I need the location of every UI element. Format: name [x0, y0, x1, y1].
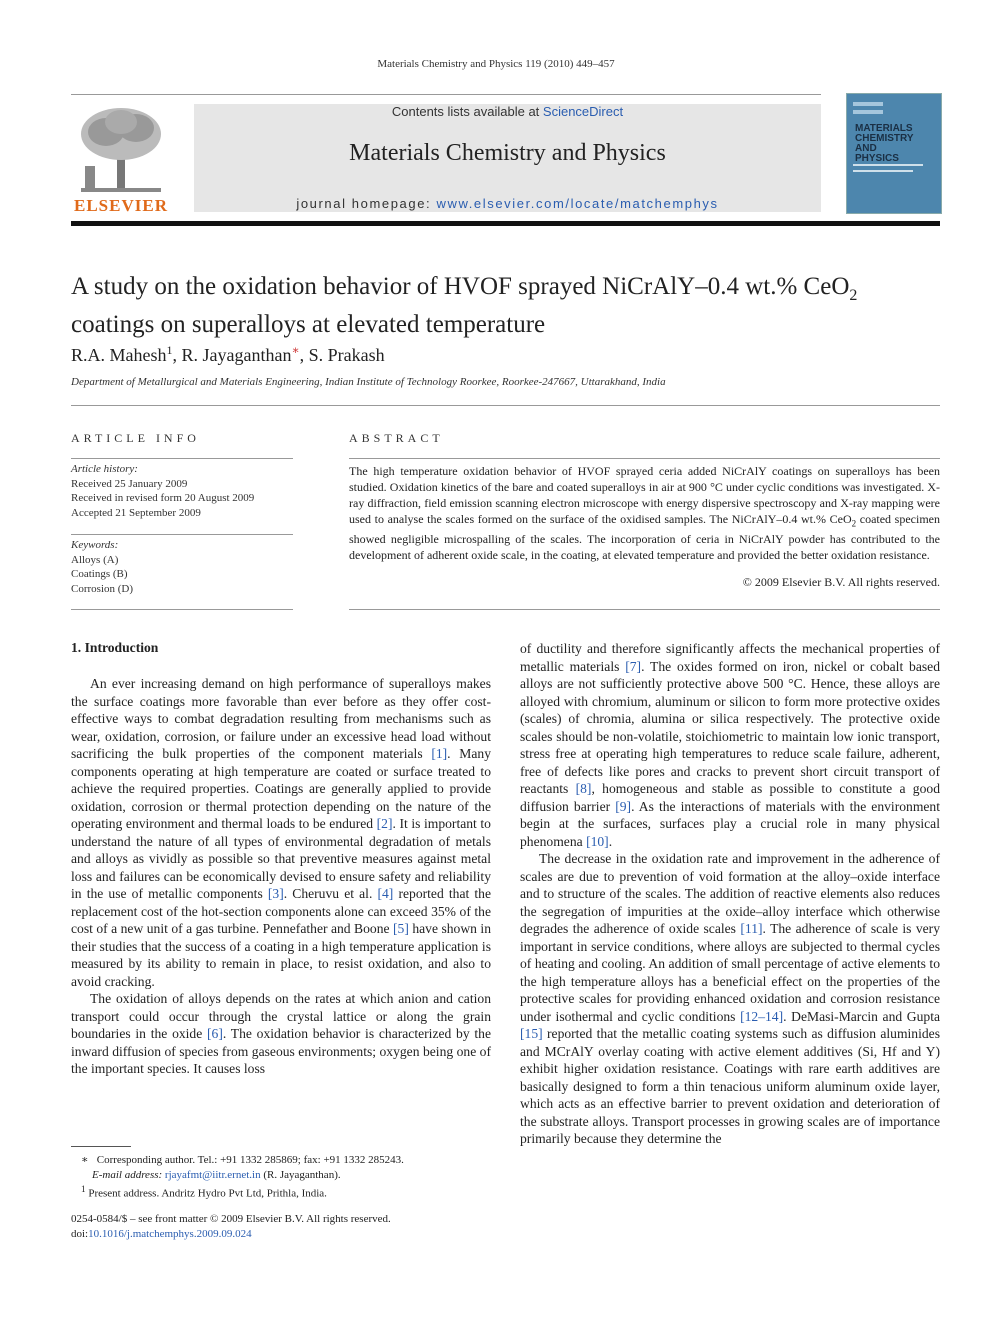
title-line-1: A study on the oxidation behavior of HVOF sprayed NiCrAlY–0.4 wt.% CeO: [71, 273, 850, 300]
section-rule: [71, 405, 940, 406]
keywords: [71, 538, 293, 596]
footnotes: [71, 1153, 491, 1201]
cover-stripe: [853, 110, 883, 114]
footnote-rule: [71, 1146, 131, 1147]
journal-title: Materials Chemistry and Physics: [349, 140, 666, 166]
email-link[interactable]: rjayafmt@iitr.ernet.in: [164, 1168, 261, 1181]
article-title: [71, 272, 941, 339]
reference-link[interactable]: [4]: [377, 886, 394, 901]
reference-link[interactable]: [6]: [207, 1026, 223, 1041]
abstract-text: [349, 463, 940, 563]
received-date: Received 25 January 2009: [71, 477, 188, 490]
reference-link[interactable]: [10]: [586, 833, 609, 849]
homepage-label: journal homepage:: [296, 196, 437, 211]
cover-title-line: MATERIALS: [855, 123, 913, 134]
info-rule: [71, 534, 293, 535]
keyword-item: Corrosion (D): [71, 582, 134, 595]
reference-link[interactable]: [2]: [376, 816, 393, 831]
cover-stripe: [853, 164, 923, 166]
reference-link[interactable]: [11]: [740, 921, 763, 936]
body-column-right: [520, 640, 940, 1148]
homepage-link[interactable]: www.elsevier.com/locate/matchemphys: [436, 196, 719, 211]
footnote-corresponding: [71, 1153, 491, 1168]
footnote-email: [71, 1168, 491, 1183]
abstract-copyright: © 2009 Elsevier B.V. All rights reserved.: [742, 575, 940, 589]
email-suffix: (R. Jayaganthan).: [260, 1168, 341, 1181]
paragraph: An ever increasing demand on high performance of superalloys makes the surface coatings more favorable than ever before as they offer cost-effective ways to combat degradation resulting from mechanisms such as wear, oxidation, corrosion, or failure under an excessive head load without sacrificing the bulk properties of the component materials [1]. Many components operating at high temperature are coated or surface treated to achieve the required properties. Coatings are generally applied to provide oxidation, corrosion or thermal protection depending on the nature of the operating environment and thermal loads to be endured [2]. It is important to understand the nature of all types of environmental degradation of metals and alloys as vividly as possible so that preventive measures against metal loss and failures can be economically devised to ensure safety and reliability in the use of metallic components [3]. Cheruvu et al. [4] reported that the replacement cost of the hot-section components alone can exceed 35% of the cost of a new unit of a gas turbine. Pennefather and Boone [5] have shown in their studies that the success of a coating in a high temperature application is measured by its ability to remain in place, to resist oxidation, and also to avoid cracking.: [71, 676, 492, 989]
keyword-item: Alloys (A): [71, 553, 119, 566]
doi-label: doi:: [71, 1228, 89, 1240]
cover-title-line: PHYSICS: [855, 153, 899, 164]
footnote-mark: ∗: [81, 1154, 89, 1166]
reference-link[interactable]: [15]: [520, 1026, 543, 1041]
footnote-present-address: [71, 1182, 491, 1201]
author-list: [71, 343, 385, 366]
doi-link[interactable]: 10.1016/j.matchemphys.2009.09.024: [88, 1228, 252, 1240]
author-name: , R. Jayaganthan: [172, 345, 292, 365]
contents-prefix: Contents lists available at: [391, 104, 543, 119]
title-line-2: coatings on superalloys at elevated temperature: [71, 311, 546, 338]
cover-title: [855, 124, 937, 164]
sciencedirect-link[interactable]: ScienceDirect: [542, 104, 624, 119]
cover-title-line: CHEMISTRY AND: [855, 133, 914, 154]
abstract-rule: [349, 609, 940, 610]
abstract-part: The high temperature oxidation behavior of HVOF sprayed ceria added NiCrAlY coatings on superalloys has been studied. Oxidation kinetics of the bare and coated superalloys in air at 900 °C under cyclic conditions was investigated. X-ray diffraction, field emission scanning electron microscope with energy dispersive spectroscopy and X-ray mapping were used to analyse the scales formed on the surface of the oxidised samples. The NiCrAlY–0.4 wt.% CeO: [349, 464, 940, 526]
reference-link[interactable]: [3]: [267, 886, 284, 901]
journal-cover: [846, 93, 942, 214]
body-column-left: [71, 675, 491, 1078]
paragraph: The decrease in the oxidation rate and improvement in the adherence of scales are due to prevention of void formation at the alloy–oxide interface and to structure of the scales. The addition of reactive elements also reduces the segregation of impurities at the oxide–alloy interface which otherwise degrades the adherence of oxide scales [11]. The adherence of scale is very important in service conditions, where alloys are subjected to thermal cycles of heating and cooling. An addition of small percentage of active elements to the high temperature alloys has a beneficial effect on the properties of the protective scales for providing enhanced oxidation and corrosion resistance under isothermal and cyclic conditions [12–14]. DeMasi-Marcin and Gupta [15] reported that the metallic coating systems such as diffusion aluminides and MCrAlY overlay coating with active element additives (Si, Hf and Y) exhibit higher oxidation resistance. Coatings with rare earth additives are basically designed to form a thin tenacious uniform aluminum oxide layer, which acts as an effective barrier to prevent oxidation and deterioration of the substrate alloys. Transport processes in growing scales are of importance primarily because they determine the: [520, 851, 941, 1146]
keywords-label: Keywords:: [71, 539, 119, 551]
email-label: E-mail address:: [92, 1168, 165, 1181]
history-label: Article history:: [71, 463, 138, 475]
reference-link[interactable]: [1]: [431, 746, 448, 761]
author-name: R.A. Mahesh: [71, 345, 167, 365]
title-subscript: 2: [849, 287, 858, 304]
abstract-heading: ABSTRACT: [349, 431, 444, 445]
accepted-date: Accepted 21 September 2009: [71, 506, 201, 519]
issn-doi: [71, 1212, 391, 1242]
footnote-mark: 1: [81, 1184, 86, 1194]
reference-link[interactable]: [9]: [615, 798, 632, 814]
paragraph: The oxidation of alloys depends on the rates at which anion and cation transport could occur through the crystal lattice or along the grain boundaries in the oxide [6]. The oxidation behavior is characterized by the inward diffusion of species from gaseous environments; oxygen being one of the important species. It causes loss: [71, 991, 491, 1076]
revised-date: Received in revised form 20 August 2009: [71, 492, 255, 504]
author-footnote-mark[interactable]: 1: [166, 343, 173, 357]
doi-line: [71, 1227, 391, 1242]
reference-link[interactable]: [5]: [393, 921, 409, 936]
info-rule: [71, 458, 293, 459]
keyword-item: Coatings (B): [71, 568, 128, 580]
affiliation: Department of Metallurgical and Materials Engineering, Indian Institute of Technology Roorkee, Roorkee-247667, Uttarakhand, India: [71, 376, 666, 388]
issn-line: 0254-0584/$ – see front matter © 2009 Elsevier B.V. All rights reserved.: [71, 1213, 391, 1225]
reference-link[interactable]: [12–14]: [740, 1008, 784, 1024]
abstract-subscript: 2: [851, 518, 857, 529]
reference-link[interactable]: [8]: [575, 781, 592, 796]
contents-line: [194, 104, 821, 119]
journal-homepage: [194, 196, 821, 211]
publisher-wordmark: ELSEVIER: [74, 196, 168, 215]
section-heading-introduction: 1. Introduction: [71, 640, 159, 655]
abstract-rule: [349, 458, 940, 459]
header-rule: [71, 94, 821, 95]
article-history: [71, 462, 293, 520]
journal-citation: Materials Chemistry and Physics 119 (2010) 449–457: [377, 58, 615, 70]
cover-stripe: [853, 170, 913, 172]
author-name: , S. Prakash: [299, 345, 385, 365]
footnote-text: Present address. Andritz Hydro Pvt Ltd, Prithla, India.: [88, 1187, 327, 1200]
info-rule: [71, 609, 293, 610]
cover-stripe: [853, 102, 883, 106]
footnote-text: Corresponding author. Tel.: +91 1332 285869; fax: +91 1332 285243.: [96, 1154, 404, 1166]
article-info-heading: ARTICLE INFO: [71, 431, 200, 445]
reference-link[interactable]: [7]: [625, 658, 642, 674]
corresponding-author-mark[interactable]: ∗: [291, 343, 300, 357]
header-divider: [71, 221, 940, 226]
paragraph: of ductility and therefore significantly affects the mechanical properties of metallic materials [7]. The oxides formed on iron, nickel or cobalt based alloys are not sufficiently protective above 500 °C. Hence, these alloys are alloyed with chromium, aluminum or silicon to form more protective oxides (scales) of chromia, alumina or silica respectively. The protective oxide scales should be non-volatile, stoichiometric to maintain low ionic transport, stress free at operating high temperatures to reduce scale failure, adherent, free of defects like pores and cracks to prevent short circuit transport of reactants [8], homogeneous and stable as possible to constitute a good diffusion barrier [9]. As the interactions of materials with the environment begin at the surfaces, surfaces play a crucial role in many physical phenomena [10].: [520, 641, 941, 849]
abstract-part: coated specimen showed negligible microspalling of the scales. The incorporation of ceria in NiCrAlY powder has contributed to the development of adherent oxide scale, in the coating, at elevated temperature and provided the better oxidation resistance.: [349, 512, 940, 563]
